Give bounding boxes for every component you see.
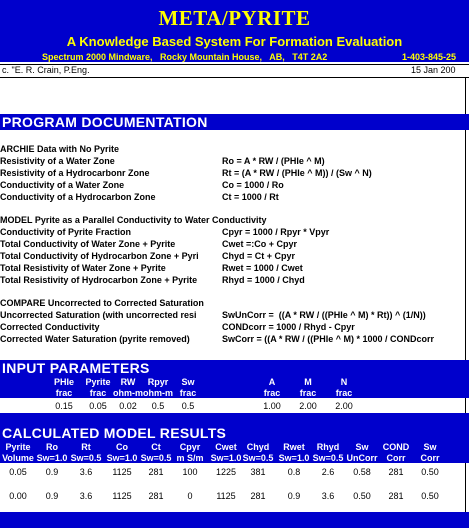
results-col-header: COND <box>382 442 410 452</box>
input-value: 0.02 <box>119 401 137 411</box>
document-date: 15 Jan 200 <box>411 65 456 75</box>
results-cell: 1125 <box>112 491 132 501</box>
results-col-header: Rt <box>81 442 91 452</box>
company-phone: 1-403-845-25 <box>402 52 457 62</box>
input-col-header: Rpyr <box>147 377 169 387</box>
results-col-unit: Sw=0.5 <box>140 453 172 463</box>
results-col-header: Co <box>116 442 128 452</box>
results-cell: 0.9 <box>45 491 59 501</box>
doc-row <box>0 275 469 287</box>
input-col-header: A <box>268 377 276 387</box>
results-cell: 0.00 <box>9 491 27 501</box>
results-col-header: Ro <box>46 442 58 452</box>
results-col-unit: Sw=0.5 <box>70 453 102 463</box>
input-col-unit: frac <box>89 388 107 398</box>
doc-row-label: Total Resistivity of Hydrocarbon Zone + Pyrite <box>0 275 198 285</box>
results-cell: 381 <box>250 467 266 477</box>
doc-row-formula: Ro = A * RW / (PHIe ^ M) <box>222 156 325 166</box>
input-col-header: M <box>304 377 312 387</box>
doc-row <box>0 251 469 263</box>
author-name: c. "E. R. Crain, P.Eng. <box>2 65 90 75</box>
results-cell: 281 <box>250 491 266 501</box>
input-params-header <box>0 360 469 376</box>
input-col-unit: ohm-m <box>143 388 173 398</box>
doc-row <box>0 263 469 275</box>
results-cell: 0.9 <box>287 491 301 501</box>
doc-row <box>0 168 469 180</box>
results-cell: 100 <box>182 467 198 477</box>
results-cell: 3.6 <box>321 491 335 501</box>
results-col-header: Chyd <box>246 442 270 452</box>
input-value: 0.05 <box>89 401 107 411</box>
input-col-unit: frac <box>299 388 317 398</box>
input-value: 2.00 <box>335 401 353 411</box>
doc-row <box>0 156 469 168</box>
results-cell: 1225 <box>215 467 237 477</box>
results-col-unit: UnCorr <box>346 453 378 463</box>
results-col-header: Rhyd <box>316 442 340 452</box>
doc-row-label: Total Conductivity of Hydrocarbon Zone + Pyri <box>0 251 199 261</box>
input-col-unit: frac <box>55 388 73 398</box>
results-col-header: Sw <box>355 442 369 452</box>
results-col-unit: Sw=1.0 <box>106 453 138 463</box>
compare-title: COMPARE Uncorrected to Corrected Saturation <box>0 298 204 308</box>
doc-row-label: Corrected Conductivity <box>0 322 100 332</box>
doc-row-label: Uncorrected Saturation (with uncorrected resi <box>0 310 197 320</box>
results-cell: 0 <box>187 491 193 501</box>
results-header <box>0 425 469 441</box>
input-value: 1.00 <box>263 401 281 411</box>
input-col-header: PHIe <box>53 377 74 387</box>
input-col-header: RW <box>120 377 136 387</box>
doc-row <box>0 227 469 239</box>
results-col-unit: Sw=1.0 <box>278 453 310 463</box>
doc-row <box>0 239 469 251</box>
results-cell: 281 <box>388 491 404 501</box>
results-cell: 0.50 <box>353 491 371 501</box>
doc-row-label: Resistivity of a Hydrocarbonr Zone <box>0 168 150 178</box>
doc-row-formula: Chyd = Ct + Cpyr <box>222 251 296 261</box>
results-cell: 3.6 <box>79 491 93 501</box>
input-col-unit: ohm-m <box>113 388 143 398</box>
results-cell: 281 <box>388 467 404 477</box>
input-params-title: INPUT PARAMETERS <box>2 360 150 376</box>
doc-row-formula: Ct = 1000 / Rt <box>222 192 279 202</box>
input-value: 0.15 <box>55 401 73 411</box>
doc-row-formula: CONDcorr = 1000 / Rhyd - Cpyr <box>222 322 355 332</box>
results-cell: 0.50 <box>421 491 439 501</box>
doc-row-label: Conductivity of Pyrite Fraction <box>0 227 132 237</box>
results-col-header: Ct <box>151 442 161 452</box>
app-title: META/PYRITE <box>158 6 311 30</box>
doc-row-label: Total Resistivity of Water Zone + Pyrite <box>0 263 166 273</box>
doc-row <box>0 334 469 346</box>
doc-row-label: Conductivity of a Water Zone <box>0 180 125 190</box>
model-title: MODEL Pyrite as a Parallel Conductivity to Water Conductivity <box>0 215 267 225</box>
results-cell: 3.6 <box>79 467 93 477</box>
doc-row-label: Resistivity of a Water Zone <box>0 156 115 166</box>
archie-title: ARCHIE Data with No Pyrite <box>0 144 120 154</box>
doc-row-formula: Rwet = 1000 / Cwet <box>222 263 303 273</box>
input-col-unit: frac <box>335 388 353 398</box>
input-col-header: N <box>340 377 348 387</box>
input-col-unit: frac <box>179 388 197 398</box>
results-cell: 281 <box>148 467 164 477</box>
doc-row <box>0 192 469 204</box>
results-cell: 1125 <box>216 491 236 501</box>
results-col-unit: Sw=1.0 <box>36 453 68 463</box>
doc-row-label: Conductivity of a Hydrocarbon Zone <box>0 192 156 202</box>
doc-row-label: Total Conductivity of Water Zone + Pyrite <box>0 239 176 249</box>
doc-row-formula: SwCorr = ((A * RW / ((PHIe ^ M) * 1000 / CONDcorr <box>222 334 435 344</box>
input-col-unit: frac <box>263 388 281 398</box>
input-value: 0.5 <box>181 401 195 411</box>
doc-row-label: Corrected Water Saturation (pyrite removed) <box>0 334 190 344</box>
doc-row <box>0 322 469 334</box>
doc-row <box>0 310 469 322</box>
results-col-unit: Sw=0.5 <box>242 453 274 463</box>
doc-row-formula: Rt = (A * RW / (PHIe ^ M)) / (Sw ^ N) <box>222 168 372 178</box>
input-value: 2.00 <box>299 401 317 411</box>
results-col-header: Cpyr <box>179 442 201 452</box>
doc-row-formula: Cwet =:Co + Cpyr <box>222 239 298 249</box>
results-col-unit: m S/m <box>176 453 204 463</box>
results-cell: 0.9 <box>45 467 59 477</box>
program-doc-header <box>0 114 469 130</box>
results-cell: 2.6 <box>321 467 335 477</box>
results-cell: 0.8 <box>287 467 301 477</box>
program-doc-title: PROGRAM DOCUMENTATION <box>2 114 208 130</box>
results-title: CALCULATED MODEL RESULTS <box>2 425 227 441</box>
doc-row <box>0 180 469 192</box>
results-col-header: Cwet <box>215 442 237 452</box>
results-col-header: Pyrite <box>5 442 31 452</box>
input-col-header: Pyrite <box>85 377 111 387</box>
doc-row-formula: Cpyr = 1000 / Rpyr * Vpyr <box>222 227 330 237</box>
results-col-unit: Corr <box>420 453 440 463</box>
results-cell: 0.58 <box>353 467 371 477</box>
doc-row-formula: Rhyd = 1000 / Chyd <box>222 275 305 285</box>
results-cell: 0.05 <box>9 467 27 477</box>
results-col-unit: Sw=0.5 <box>312 453 344 463</box>
input-params-footer-bar <box>0 413 469 425</box>
input-col-header: Sw <box>181 377 195 387</box>
results-col-unit: Sw=1.0 <box>210 453 242 463</box>
doc-row-formula: SwUnCorr = ((A * RW / ((PHIe ^ M) * Rt)) ^ (1/N)) <box>222 310 426 320</box>
results-cell: 281 <box>148 491 164 501</box>
app-subtitle: A Knowledge Based System For Formation Evaluation <box>66 34 403 49</box>
results-col-header: Rwet <box>283 442 305 452</box>
company-address: Spectrum 2000 Mindware, Rocky Mountain House, AB, T4T 2A2 <box>42 52 328 62</box>
results-col-header: Sw <box>423 442 437 452</box>
footer-bar <box>0 512 469 528</box>
results-col-unit: Volume <box>2 453 34 463</box>
results-cell: 0.50 <box>421 467 439 477</box>
input-value: 0.5 <box>151 401 165 411</box>
results-col-unit: Corr <box>386 453 406 463</box>
doc-row-formula: Co = 1000 / Ro <box>222 180 284 190</box>
results-cell: 1125 <box>112 467 132 477</box>
